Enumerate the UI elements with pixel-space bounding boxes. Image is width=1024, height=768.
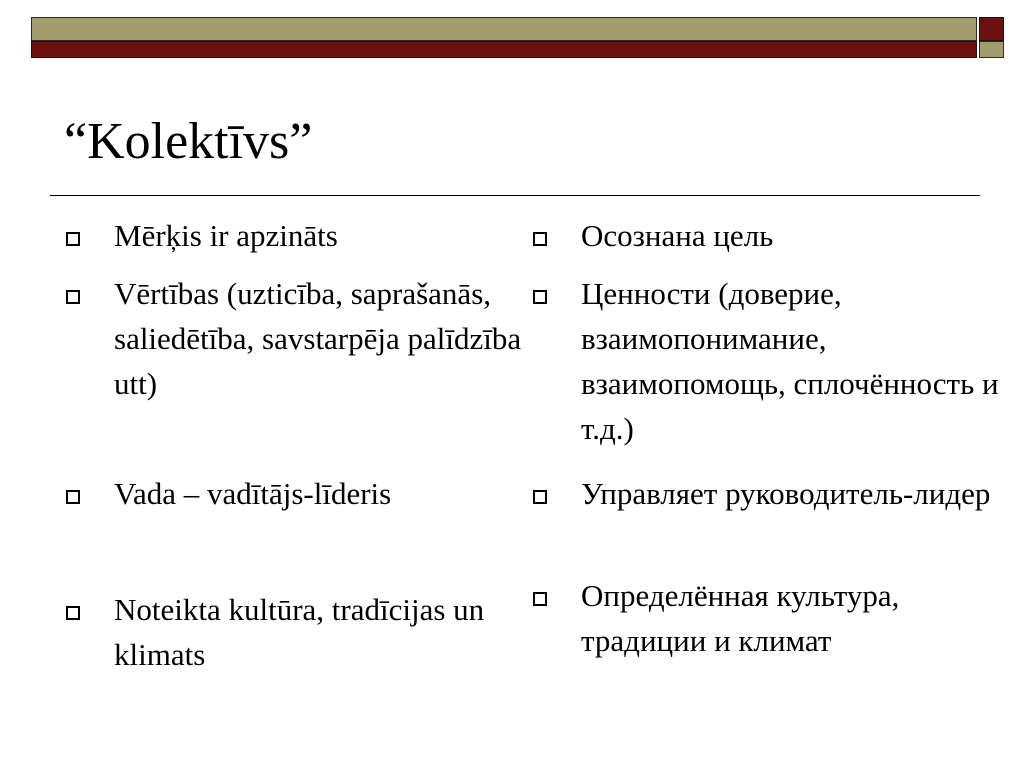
header-bar-maroon [31,41,977,58]
list-item-lv [66,587,504,677]
square-bullet-icon [533,232,547,246]
item-text: Осознана цель [581,218,774,253]
list-item-lv [66,471,554,516]
item-text: Mērķis ir apzināts [114,218,338,253]
slide-title: “Kolektīvs” [64,113,313,170]
list-item-lv [66,213,554,258]
item-text: Ценности (доверие, взаимопонимание, взаимопомощь, сплочённость и т.д.) [581,276,999,446]
header-bar-olive [31,17,977,41]
item-text: Определённая культура, традиции и климат [581,578,900,658]
square-bullet-icon [533,592,547,606]
item-text: Vērtības (uzticība, saprašanās, saliedētība, savstarpēja palīdzība utt) [114,276,522,401]
list-item-ru [533,471,1001,516]
item-text: Vada – vadītājs-līderis [114,476,392,511]
square-bullet-icon [66,232,80,246]
square-bullet-icon [533,290,547,304]
square-bullet-icon [66,606,80,620]
list-item-ru [533,213,1024,258]
header-square-olive [979,41,1004,58]
square-bullet-icon [533,490,547,504]
item-text: Noteikta kultūra, tradīcijas un klimats [114,592,485,672]
square-bullet-icon [66,490,80,504]
list-item-ru [533,573,1021,663]
title-divider [50,195,980,196]
item-text: Управляет руководитель-лидер [581,476,991,511]
list-item-lv [66,271,554,406]
header-square-maroon [979,17,1004,41]
square-bullet-icon [66,290,80,304]
list-item-ru [533,271,1021,451]
